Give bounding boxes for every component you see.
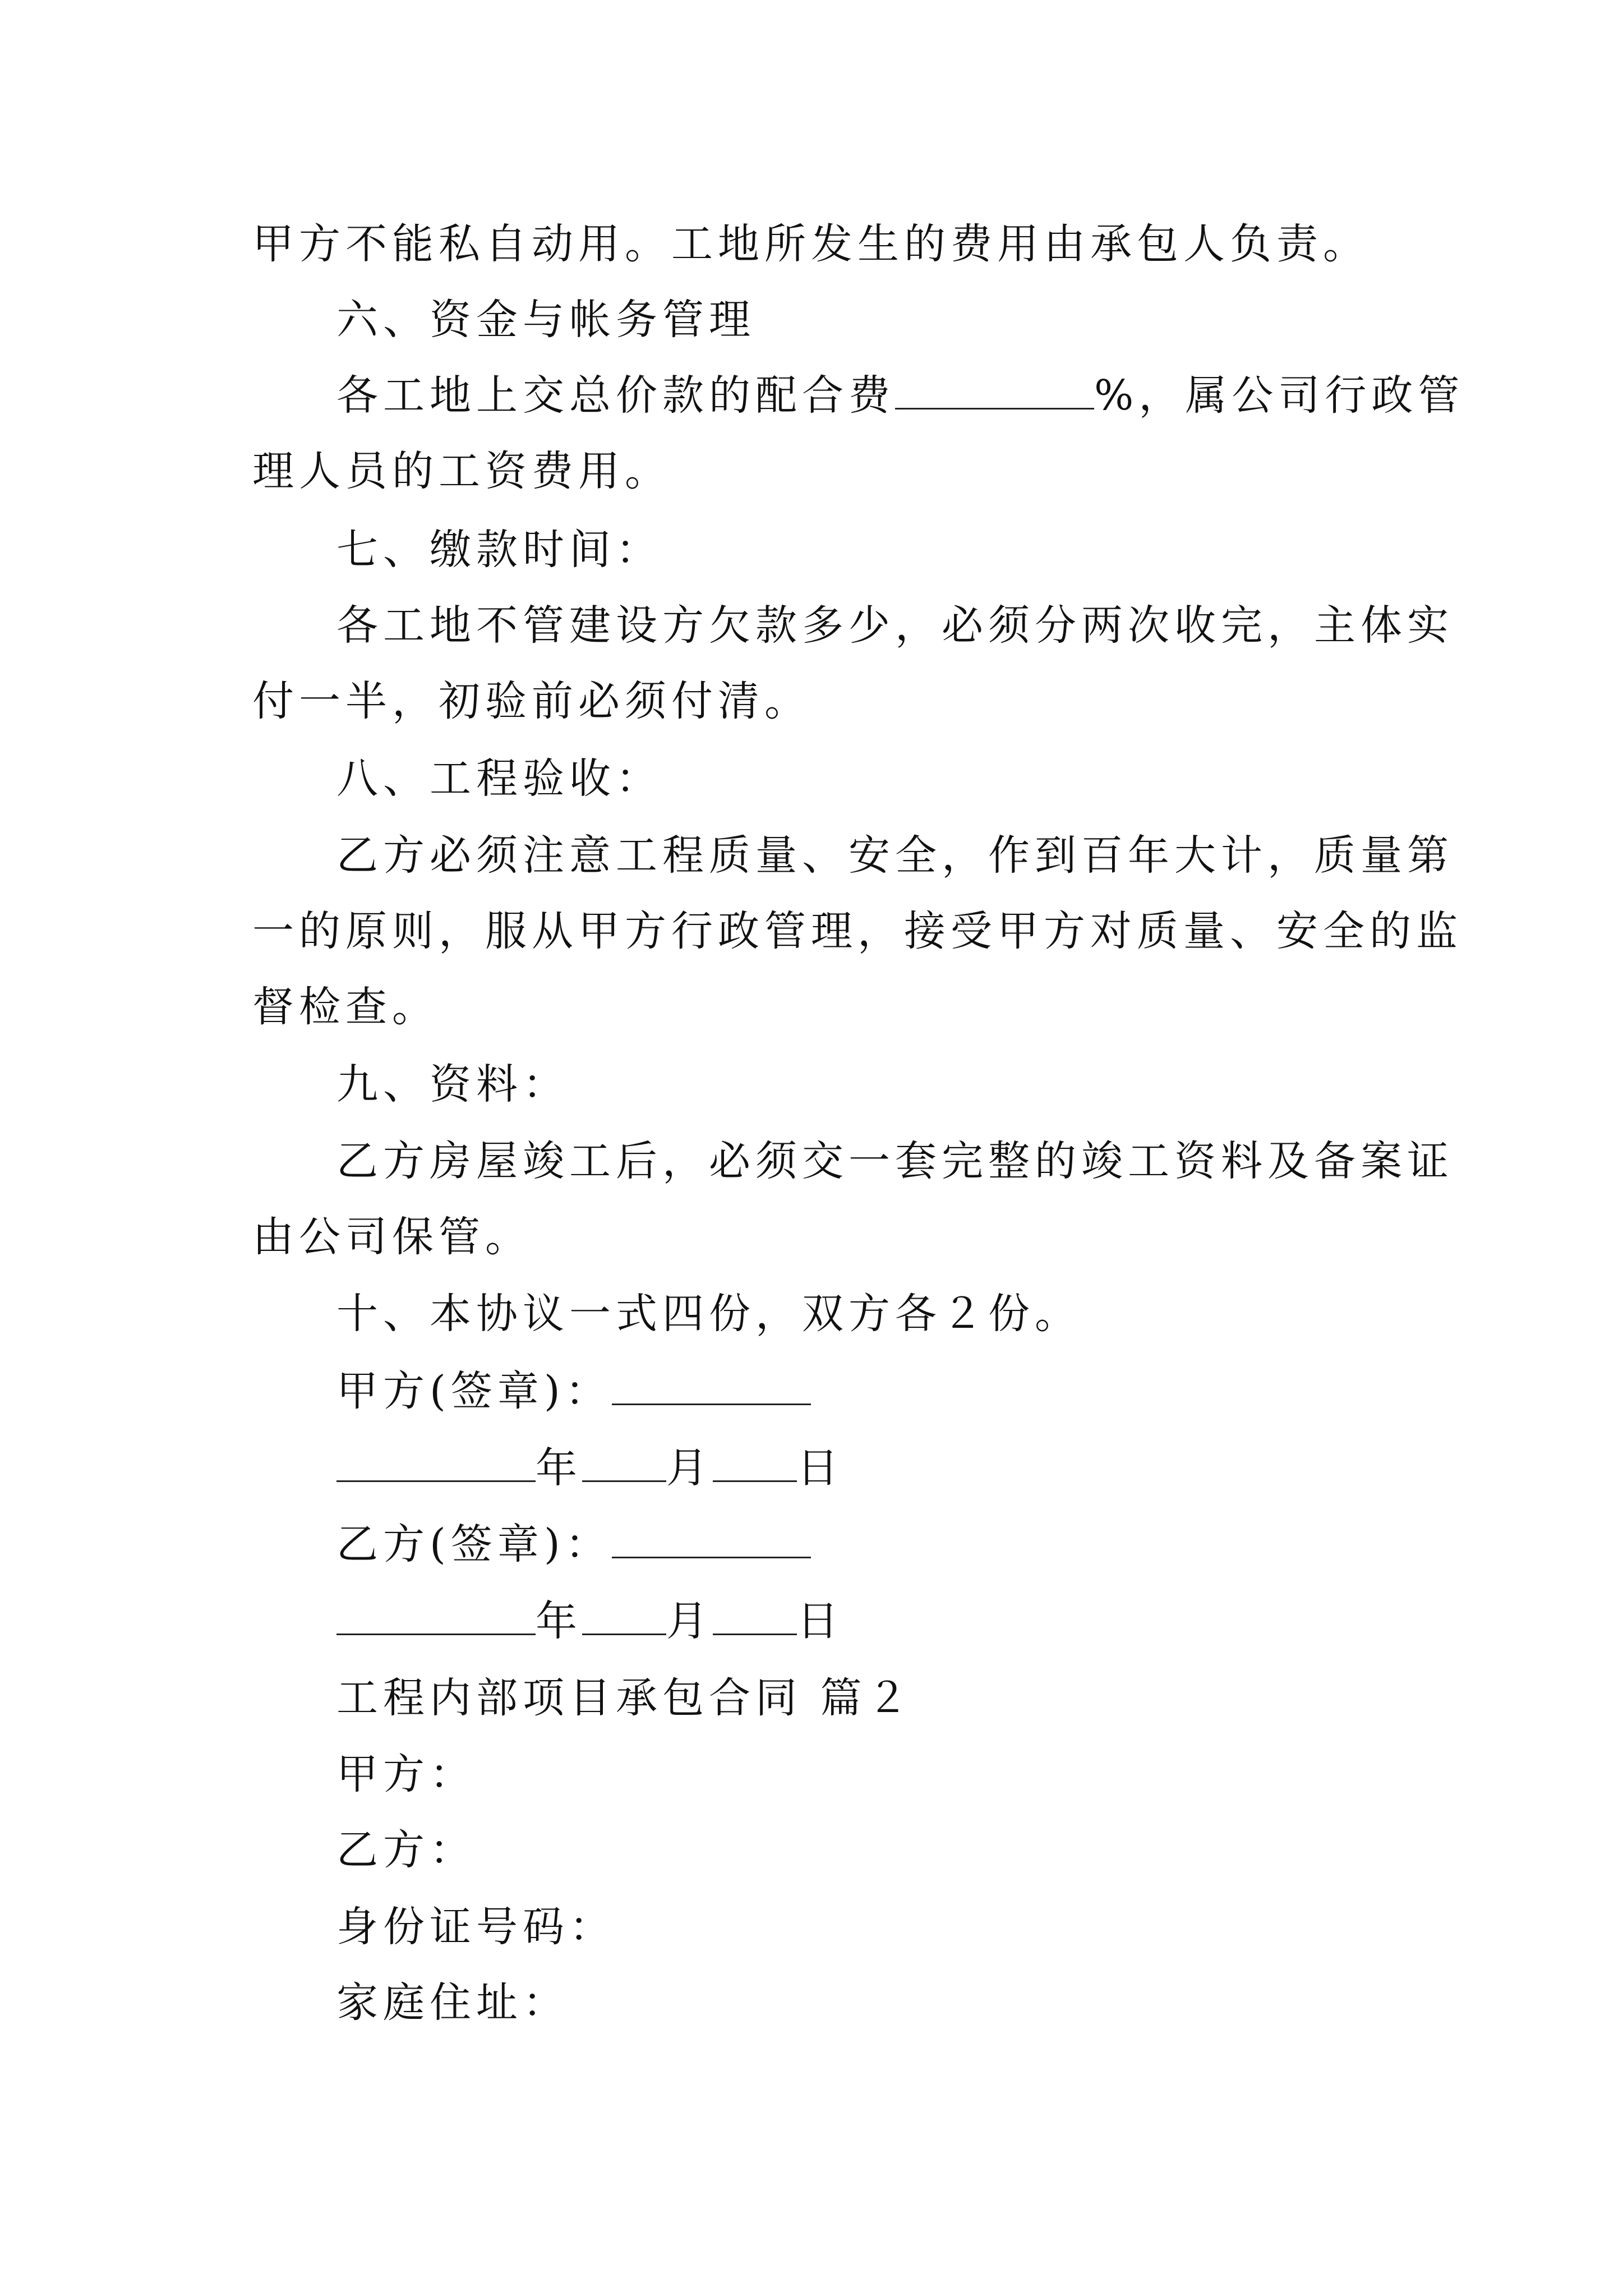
date-year-label: 年 — [536, 1444, 582, 1492]
paragraph-line: 十、本协议一式四份，双方各２份。 — [336, 1290, 1081, 1338]
date-month-label: 月 — [666, 1597, 713, 1645]
fill-in-blank — [336, 1443, 536, 1482]
paragraph-line: 乙方房屋竣工后，必须交一套完整的竣工资料及备案证 — [336, 1137, 1454, 1185]
paragraph-line: 督检查。 — [252, 983, 439, 1031]
paragraph-line — [336, 367, 1465, 424]
signature-label: 甲方(签章)： — [336, 1367, 612, 1415]
section-heading-payment: 七、缴款时间： — [336, 526, 662, 574]
paragraph-line: 理人员的工资费用。 — [252, 447, 671, 495]
section-heading-funds: 六、资金与帐务管理 — [336, 296, 755, 344]
fill-in-blank — [612, 1520, 811, 1558]
id-number-label: 身份证号码： — [336, 1903, 616, 1951]
signature-label: 乙方(签章)： — [336, 1520, 612, 1568]
date-day-label: 日 — [797, 1597, 843, 1645]
party-b-signature-line — [336, 1516, 1385, 1572]
text-fragment: %，属公司行政管 — [1094, 371, 1465, 420]
date-year-label: 年 — [536, 1597, 582, 1645]
fill-in-blank — [336, 1596, 536, 1635]
contract-section-title: 工程内部项目承包合同 篇２ — [336, 1674, 914, 1722]
fill-in-blank — [713, 1443, 797, 1482]
home-address-label: 家庭住址： — [336, 1978, 569, 2027]
text-fragment: 各工地上交总价款的配合费 — [336, 371, 895, 420]
fill-in-blank — [582, 1443, 666, 1482]
paragraph-line: 付一半，初验前必须付清。 — [252, 677, 811, 725]
paragraph-line: 甲方不能私自动用。工地所发生的费用由承包人负责。 — [252, 220, 1370, 268]
paragraph-line: 乙方必须注意工程质量、安全，作到百年大计，质量第 — [336, 831, 1454, 880]
date-line — [336, 1440, 1385, 1496]
party-a-label: 甲方： — [336, 1750, 476, 1798]
section-heading-acceptance: 八、工程验收： — [336, 754, 662, 803]
section-heading-materials: 九、资料： — [336, 1060, 569, 1108]
date-line — [336, 1593, 1385, 1649]
party-a-signature-line — [336, 1363, 1385, 1419]
paragraph-line: 一的原则，服从甲方行政管理，接受甲方对质量、安全的监 — [252, 907, 1463, 955]
paragraph-line: 各工地不管建设方欠款多少，必须分两次收完，主体实 — [336, 601, 1454, 650]
fill-in-blank — [612, 1366, 811, 1405]
fill-in-blank — [895, 371, 1094, 409]
party-b-label: 乙方： — [336, 1826, 476, 1874]
fill-in-blank — [713, 1596, 797, 1635]
fill-in-blank — [582, 1596, 666, 1635]
date-month-label: 月 — [666, 1444, 713, 1492]
date-day-label: 日 — [797, 1444, 843, 1492]
paragraph-line: 由公司保管。 — [252, 1213, 532, 1261]
